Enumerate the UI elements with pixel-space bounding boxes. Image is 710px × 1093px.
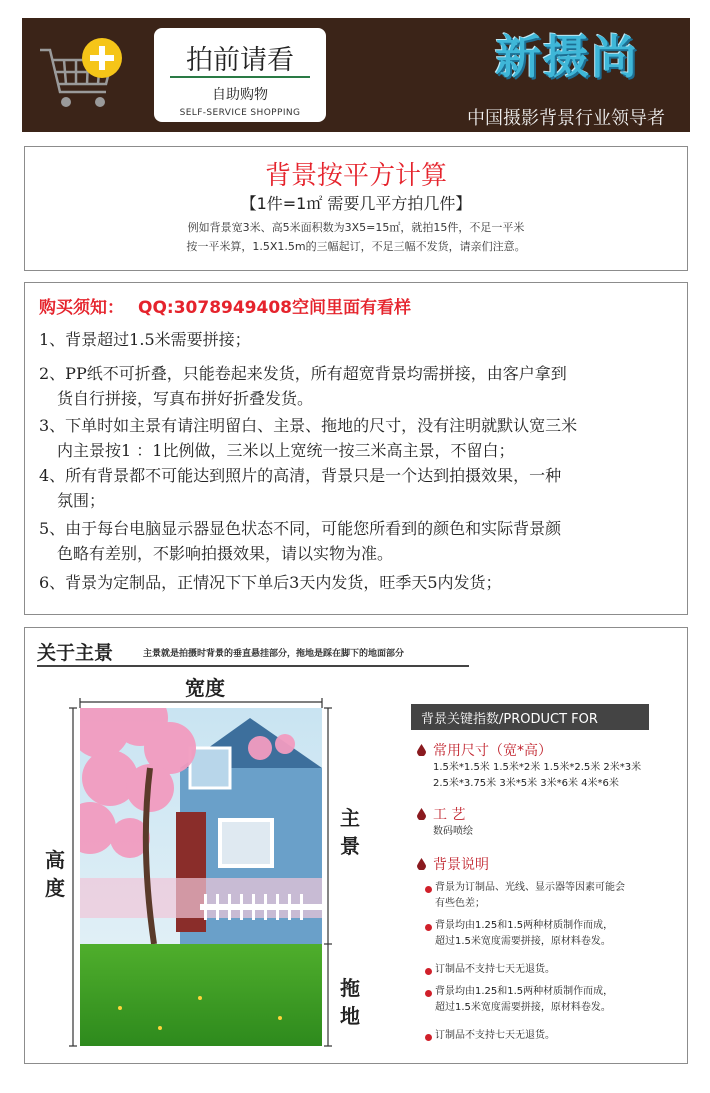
label-english: SELF-SERVICE SHOPPING <box>179 108 301 118</box>
rule-line: 色略有差别，不影响拍摄效果，请以实物为准。 <box>57 544 394 563</box>
main-scene-panel <box>24 627 688 1064</box>
bullet-icon <box>425 924 432 931</box>
rule-line: 3、下单时如主景有请注明留白、主景、拖地的尺寸，没有注明就默认宽三米 <box>39 416 578 435</box>
brand-slogan: 中国摄影背景行业领导者 <box>467 108 665 129</box>
craft-text: 数码喷绘 <box>433 826 473 837</box>
desc-item <box>435 962 655 978</box>
desc-line: 背景为订制品、光线、显示器等因素可能会 <box>435 882 625 893</box>
notice-rule <box>39 463 679 513</box>
label-title: 拍前请看 <box>186 45 294 76</box>
notice-rule <box>39 413 679 463</box>
desc-item <box>435 1028 655 1044</box>
pricing-note: 例如背景宽3米、高5米面积数为3X5=15㎡，就拍15件，不足一平米 <box>187 221 525 234</box>
desc-item <box>435 880 655 912</box>
label-subtitle: 自助购物 <box>212 87 268 103</box>
header-banner <box>22 18 690 132</box>
label-divider <box>170 76 310 78</box>
size-list: 1.5米*1.5米 1.5米*2米 1.5米*2.5米 2米*3米 <box>433 762 642 773</box>
qq-contact: QQ:3078949408空间里面有看样 <box>138 298 411 318</box>
shopping-cart-plus-icon <box>36 36 126 114</box>
desc-line: 订制品不支持七天无退货。 <box>435 964 555 975</box>
desc-line: 背景均由1.25和1.5两种材质制作而成， <box>435 986 614 997</box>
desc-line: 订制品不支持七天无退货。 <box>435 1030 555 1041</box>
rule-line: 货自行拼接，写真布拼好折叠发货。 <box>57 389 314 408</box>
notice-title: 购买须知： <box>39 298 124 318</box>
rule-line: 6、背景为定制品，正情况下下单后3天内发货，旺季天5内发货； <box>39 573 502 592</box>
pricing-note: 按一平米算，1.5X1.5m的三幅起订，不足三幅不发货，请亲们注意。 <box>186 240 526 253</box>
rule-line: 内主景按1 ：1比例做，三米以上宽统一按三米高主景，不留白； <box>57 441 515 460</box>
notice-rule <box>39 570 679 595</box>
main-scene-label: 主景 <box>340 806 360 858</box>
backdrop-photo <box>80 708 322 1046</box>
bullet-icon <box>425 886 432 893</box>
pricing-panel <box>24 146 688 271</box>
purchase-notice-panel <box>24 282 688 615</box>
rule-line: 1、背景超过1.5米需要拼接； <box>39 330 251 349</box>
bullet-icon <box>425 1034 432 1041</box>
brand-logo: 新摄尚 <box>495 30 639 84</box>
main-scene-note: 主景就是拍摄时背景的垂直悬挂部分，拖地是踩在脚下的地面部分 <box>143 649 405 659</box>
drop-icon <box>417 808 426 820</box>
desc-title: 背景说明 <box>433 857 489 873</box>
rule-line: 5、由于每台电脑显示器显色状态不同，可能您所看到的颜色和实际背景颜 <box>39 519 562 538</box>
desc-line: 有些色差； <box>435 898 485 909</box>
height-label: 高度 <box>45 848 65 900</box>
size-title: 常用尺寸（宽*高） <box>433 743 552 759</box>
notice-heading <box>39 293 425 318</box>
width-label: 宽度 <box>185 676 225 700</box>
notice-rule <box>39 327 679 352</box>
desc-item <box>435 984 655 1016</box>
rule-line: 4、所有背景都不可能达到照片的高清，背景只是一个达到拍摄效果，一种 <box>39 466 562 485</box>
rule-line: 氛围； <box>57 491 106 510</box>
product-spec-bar <box>411 704 649 730</box>
craft-title: 工 艺 <box>433 807 466 823</box>
spec-bar-title: 背景关键指数/PRODUCT FOR <box>421 712 598 727</box>
desc-line: 超过1.5米宽度需要拼接，原材料卷发。 <box>435 936 611 947</box>
self-service-label <box>154 28 326 122</box>
desc-item <box>435 918 655 950</box>
main-scene-title: 关于主景 <box>37 642 114 664</box>
desc-line: 背景均由1.25和1.5两种材质制作而成， <box>435 920 614 931</box>
desc-line: 超过1.5米宽度需要拼接，原材料卷发。 <box>435 1002 611 1013</box>
pricing-title: 背景按平方计算 <box>264 161 447 191</box>
bullet-icon <box>425 968 432 975</box>
size-list: 2.5米*3.75米 3米*5米 3米*6米 4米*6米 <box>433 778 619 789</box>
bullet-icon <box>425 990 432 997</box>
notice-rule <box>39 516 679 566</box>
rule-line: 2、PP纸不可折叠，只能卷起来发货，所有超宽背景均需拼接，由客户拿到 <box>39 364 567 383</box>
pricing-subtitle: 【1件=1㎡ 需要几平方拍几件】 <box>240 194 472 213</box>
drop-icon <box>417 744 426 756</box>
drop-icon <box>417 858 426 870</box>
notice-rule <box>39 361 679 411</box>
floor-label: 拖地 <box>340 976 360 1028</box>
